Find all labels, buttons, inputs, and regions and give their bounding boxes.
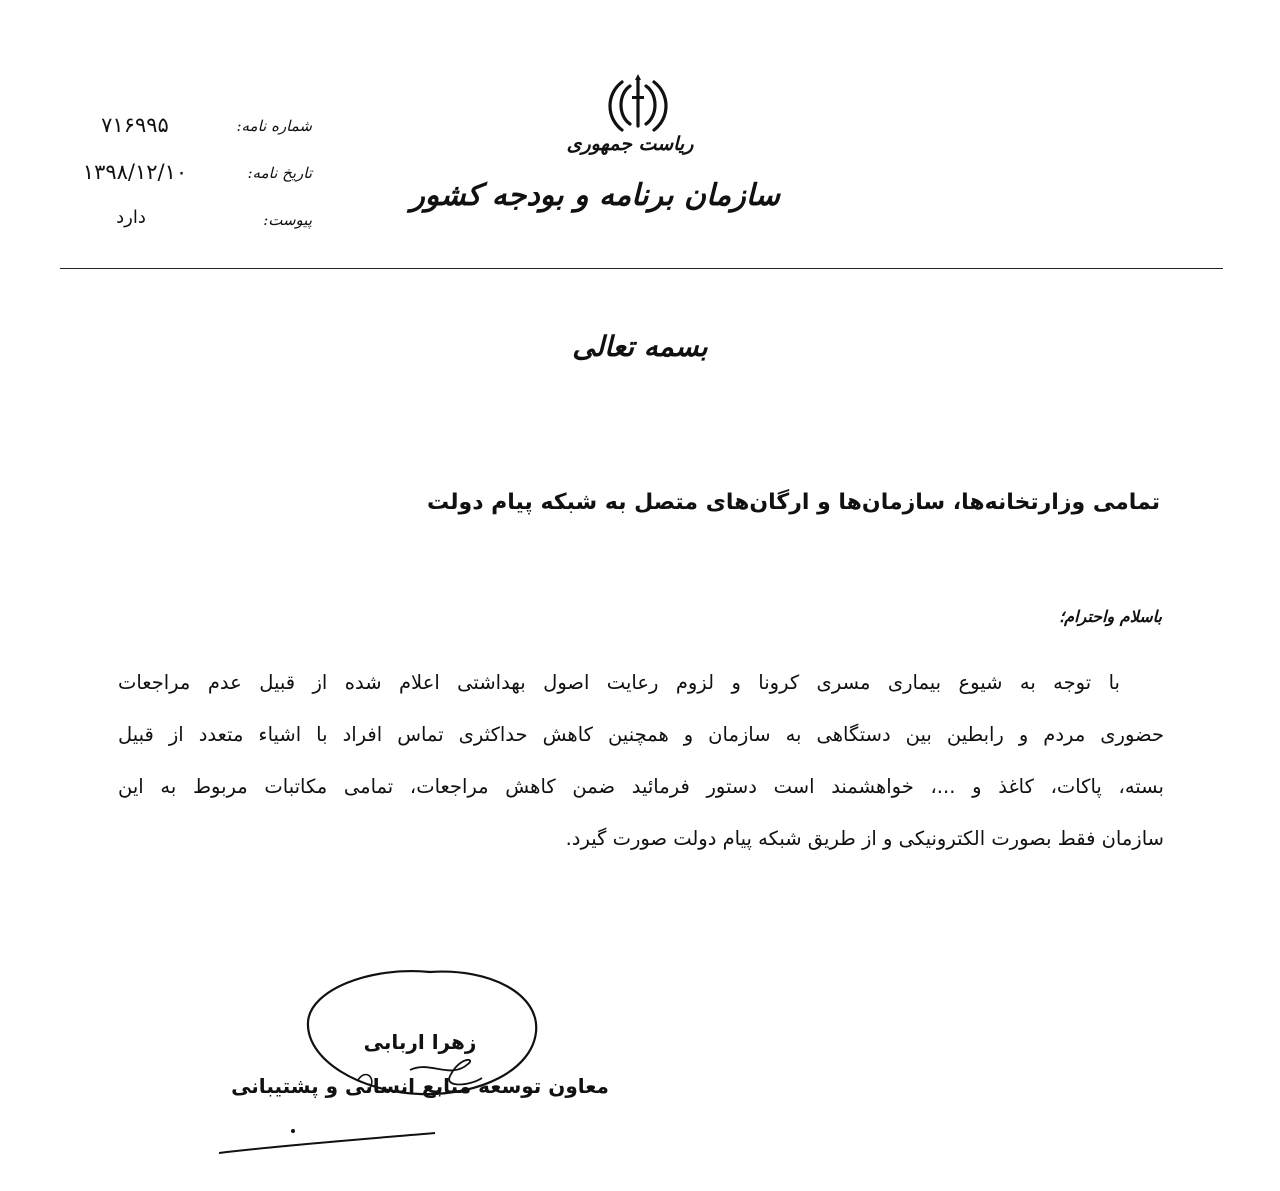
letter-attachment-label: پیوست: xyxy=(263,211,312,229)
salutation: باسلام واحترام؛ xyxy=(1059,607,1162,626)
invocation-heading: بسمه تعالی xyxy=(572,330,708,363)
body-line: حضوری مردم و رابطین بین دستگاهی به سازمان و همچنین کاهش حداکثری تماس افراد با اشیاء متعدد از قبیل xyxy=(118,723,1164,746)
recipient-line: تمامی وزارتخانه‌ها، سازمان‌ها و ارگان‌های متصل به شبکه پیام دولت xyxy=(426,490,1160,515)
letter-body xyxy=(118,660,1164,868)
letter-number-label: شماره نامه: xyxy=(236,117,312,135)
letter-attachment-row xyxy=(70,207,330,237)
org-name: سازمان برنامه و بودجه کشور xyxy=(410,178,780,213)
body-line: با توجه به شیوع بیماری مسری کرونا و لزوم رعایت اصول بهداشتی اعلام شده از قبیل عدم مراجعات xyxy=(118,671,1120,694)
letter-date-row xyxy=(70,160,330,190)
letter-date-label: تاریخ نامه: xyxy=(247,164,312,182)
body-line: بسته، پاکات، کاغذ و ...، خواهشمند است دستور فرمائید ضمن کاهش مراجعات، تمامی مکاتبات مربوط به این xyxy=(118,775,1164,798)
body-line: سازمان فقط بصورت الکترونیکی و از طریق شبکه پیام دولت صورت گیرد. xyxy=(565,827,1164,850)
signature-underline xyxy=(215,1125,440,1160)
letter-date-value: ۱۳۹۸/۱۲/۱۰ xyxy=(82,160,188,184)
letter-attachment-value: دارد xyxy=(116,207,146,228)
signatory-name: زهرا اربابی xyxy=(363,1030,477,1054)
signatory-title: معاون توسعه منابع انسانی و پشتیبانی xyxy=(231,1074,609,1098)
letter-number-row xyxy=(70,113,330,143)
letter-number-value: ۷۱۶۹۹۵ xyxy=(101,113,169,137)
header-divider xyxy=(60,268,1223,269)
national-emblem-icon xyxy=(608,72,668,134)
org-subtitle: ریاست جمهوری xyxy=(566,133,694,155)
